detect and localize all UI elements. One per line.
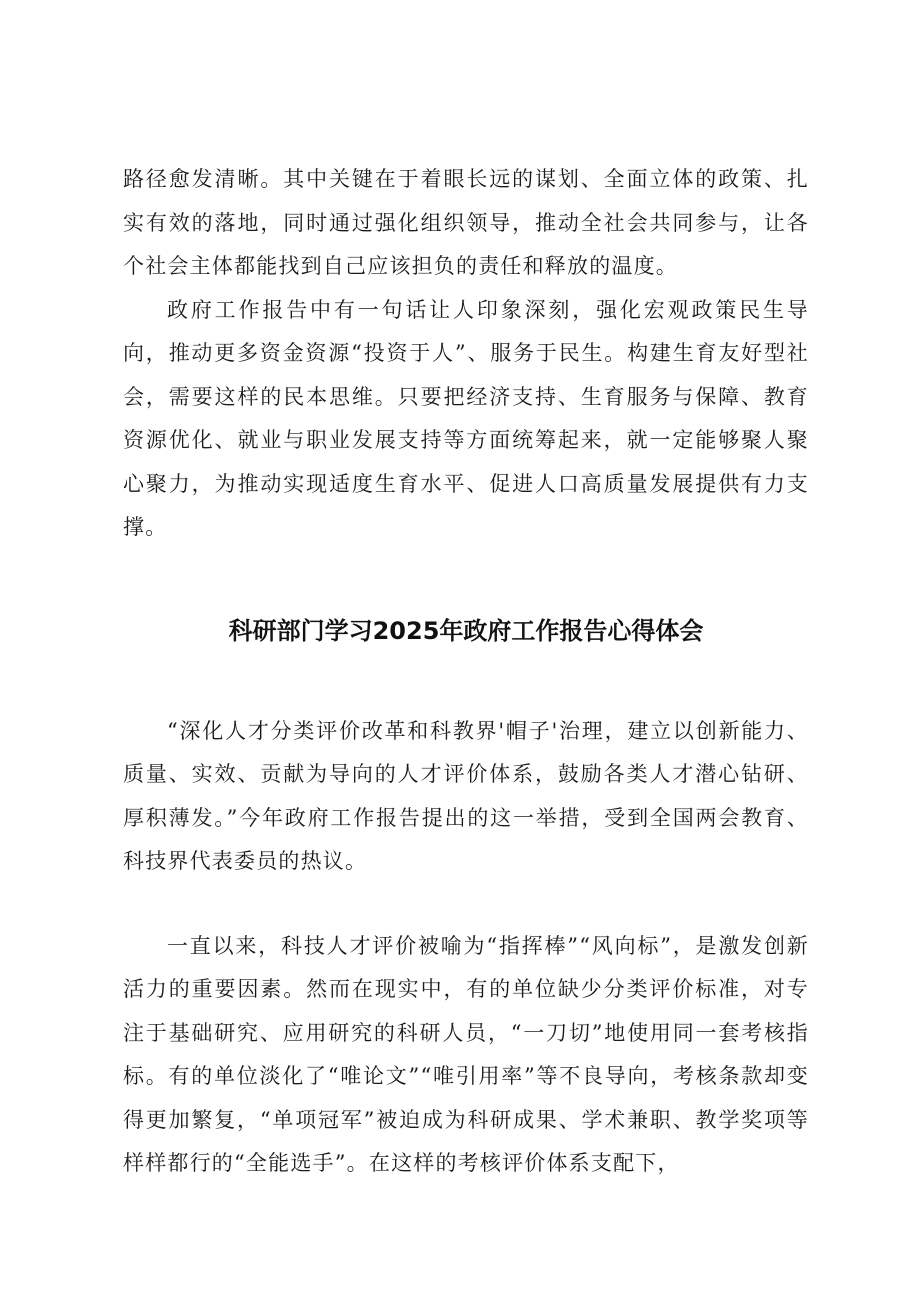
paragraph-people-oriented: 政府工作报告中有一句话让人印象深刻，强化宏观政策民生导向，推动更多资金资源“投资于人”、服务于民生。构建生育友好型社会，需要这样的民本思维。只要把经济支持、生育服务与保障、教育资源优化、就业与职业发展支持等方面统筹起来，就一定能够聚人聚心聚力，为推动实现适度生育水平、促进人口高质量发展提供有力支撑。: [123, 297, 809, 539]
paragraph-continuation: 路径愈发清晰。其中关键在于着眼长远的谋划、全面立体的政策、扎实有效的落地，同时通过强化组织领导，推动全社会共同参与，让各个社会主体都能找到自己应该担负的责任和释放的温度。: [123, 167, 809, 278]
section-title: 科研部门学习2025年政府工作报告心得体会: [228, 616, 704, 645]
paragraph-evaluation-problems: 一直以来，科技人才评价被喻为“指挥棒”“风向标”，是激发创新活力的重要因素。然而在现实中，有的单位缺少分类评价标准，对专注于基础研究、应用研究的科研人员，“一刀切”地使用同一套考核指标。有的单位淡化了“唯论文”“唯引用率”等不良导向，考核条款却变得更加繁复，“单项冠军”被迫成为科研成果、学术兼职、教学奖项等样样都行的“全能选手”。在这样的考核评价体系支配下，: [123, 933, 809, 1175]
document-page: [123, 158, 809, 1186]
paragraph-talent-evaluation-quote: “深化人才分类评价改革和科教界'帽子'治理，建立以创新能力、质量、实效、贡献为导向的人才评价体系，鼓励各类人才潜心钻研、厚积薄发。”今年政府工作报告提出的这一举措，受到全国两会教育、科技界代表委员的热议。: [123, 718, 809, 873]
